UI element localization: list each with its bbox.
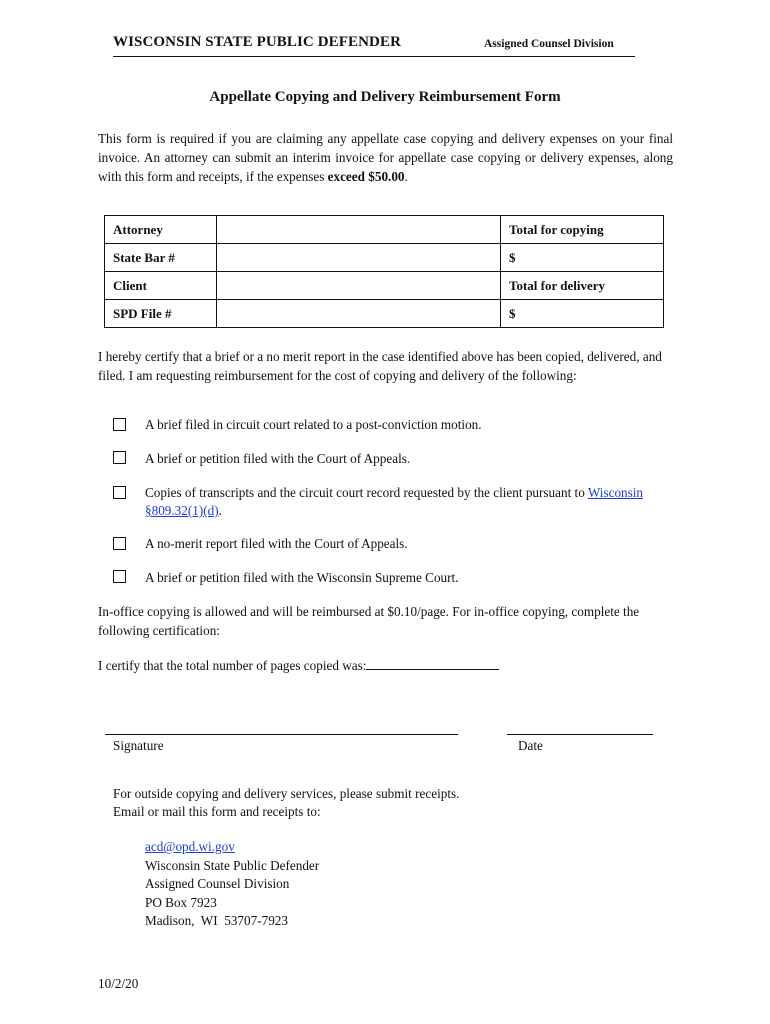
option-supreme-court-brief: A brief or petition filed with the Wisconsin Supreme Court. [145, 570, 459, 585]
intro-emphasis: exceed $50.00 [327, 169, 405, 184]
checkbox-transcripts[interactable] [113, 486, 126, 499]
date-line[interactable] [507, 734, 653, 735]
certification-paragraph: I hereby certify that a brief or a no merit report in the case identified above has been copied, delivered, and filed. I am requesting reimbursement for the cost of copying and delivery of the following: [98, 349, 662, 383]
pages-certification [98, 656, 499, 674]
email-mail-text: Email or mail this form and receipts to: [113, 804, 321, 819]
mailing-block [145, 838, 319, 931]
state-bar-field[interactable] [217, 244, 501, 272]
submit-receipts-text: For outside copying and delivery services, please submit receipts. [113, 786, 460, 801]
table-row [105, 216, 664, 244]
header-rule [113, 56, 635, 57]
spd-file-field[interactable] [217, 300, 501, 328]
form-title: Appellate Copying and Delivery Reimbursement Form [209, 89, 561, 105]
total-copying-field[interactable]: $ [501, 244, 664, 272]
pages-copied-field[interactable] [366, 656, 499, 670]
address-line: Wisconsin State Public Defender [145, 857, 320, 873]
case-info-table [104, 215, 664, 328]
attorney-label: Attorney [105, 216, 217, 244]
state-bar-label: State Bar # [105, 244, 217, 272]
checkbox-circuit-court-brief[interactable] [113, 418, 126, 431]
attorney-field[interactable] [217, 216, 501, 244]
checkbox-no-merit-report[interactable] [113, 537, 126, 550]
statute-link-part1[interactable]: Wisconsin [587, 485, 644, 500]
spd-file-label: SPD File # [105, 300, 217, 328]
revision-date: 10/2/20 [98, 976, 139, 991]
checkbox-supreme-court-brief[interactable] [113, 570, 126, 583]
total-delivery-label: Total for delivery [501, 272, 664, 300]
intro-text: This form is required if you are claiming any appellate case copying and delivery expenses on your final invoice. An attorney can submit an interim invoice for appellate case copying or delivery expenses, along with this form and receipts, if the expenses [98, 131, 673, 184]
address-line: Madison, WI 53707-7923 [145, 913, 288, 928]
client-field[interactable] [217, 272, 501, 300]
email-link[interactable]: acd@opd.wi.gov [145, 839, 235, 854]
division-name: Assigned Counsel Division [484, 38, 614, 50]
option-transcripts-end: . [218, 503, 222, 518]
intro-end: . [404, 169, 408, 184]
option-court-of-appeals-brief: A brief or petition filed with the Court of Appeals. [145, 451, 411, 466]
address-line: Assigned Counsel Division [145, 876, 290, 891]
date-label: Date [518, 738, 543, 753]
in-office-paragraph: In-office copying is allowed and will be reimbursed at $0.10/page. For in-office copying, complete the following certification: [98, 604, 640, 638]
table-row [105, 300, 664, 328]
table-row [105, 272, 664, 300]
organization-name: WISCONSIN STATE PUBLIC DEFENDER [113, 34, 402, 50]
option-no-merit-report: A no-merit report filed with the Court of Appeals. [145, 536, 408, 551]
address-line: PO Box 7923 [145, 894, 217, 910]
total-copying-label: Total for copying [501, 216, 664, 244]
statute-link-part2[interactable]: §809.32(1)(d) [145, 503, 219, 518]
signature-label: Signature [113, 738, 164, 753]
intro-paragraph [98, 129, 673, 186]
pages-label: I certify that the total number of pages copied was: [98, 658, 367, 673]
total-delivery-field[interactable]: $ [501, 300, 664, 328]
table-row [105, 244, 664, 272]
option-circuit-court-brief: A brief filed in circuit court related to a post-conviction motion. [145, 417, 482, 432]
option-transcripts [145, 484, 665, 520]
signature-line[interactable] [105, 734, 458, 735]
checkbox-court-of-appeals-brief[interactable] [113, 451, 126, 464]
client-label: Client [105, 272, 217, 300]
option-transcripts-text: Copies of transcripts and the circuit court record requested by the client pursuant to [145, 485, 588, 500]
